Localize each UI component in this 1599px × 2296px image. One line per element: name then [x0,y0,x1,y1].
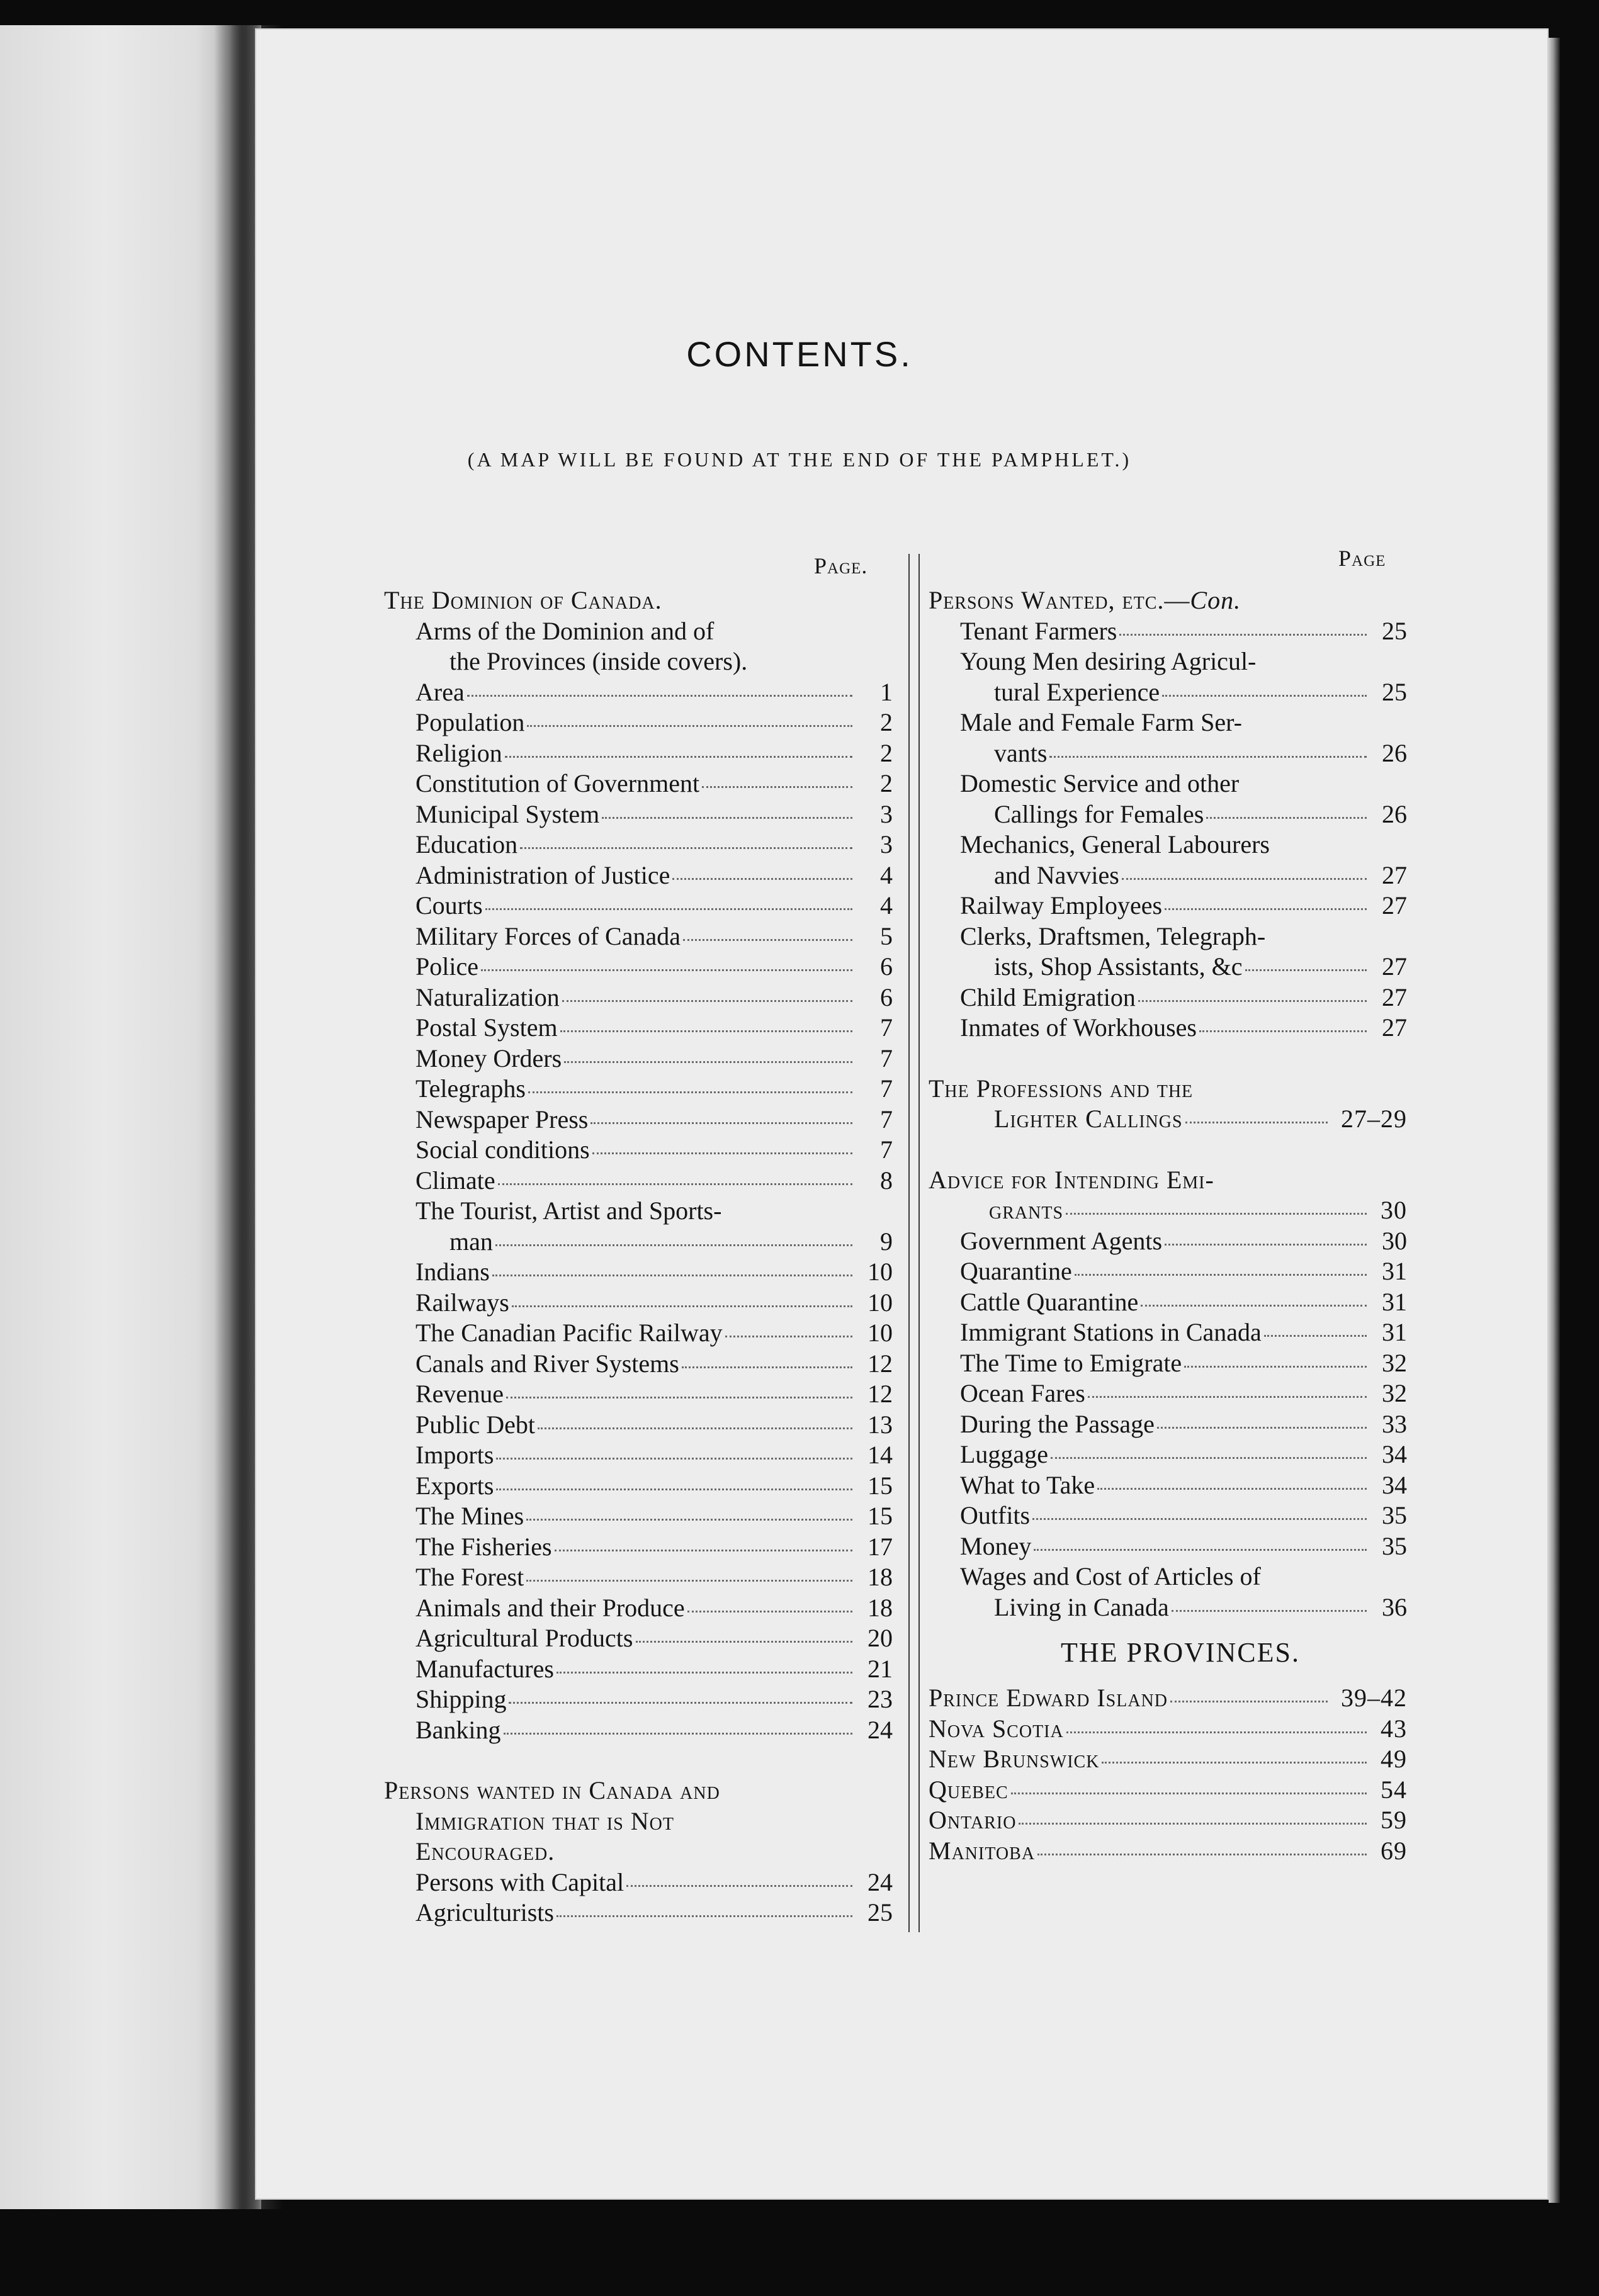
toc-entry[interactable] [384,1684,893,1715]
leader-dots [1122,878,1367,880]
toc-entry-label: man [449,1227,493,1256]
toc-entry-label: What to Take [960,1470,1095,1499]
leader-dots [481,969,852,971]
toc-entry-label: Religion [415,738,502,767]
toc-entry-page: 27 [1382,952,1407,981]
toc-entry-label: Ontario [929,1806,1017,1834]
toc-entry-page: 3 [880,830,893,858]
toc-entry-page: 30 [1382,1226,1407,1255]
toc-entry-label: Police [415,952,478,981]
page-heading-right: Page [1338,546,1386,571]
toc-entry-page: 7 [880,1013,893,1042]
leader-dots [687,1611,852,1612]
toc-entry-page: 7 [880,1105,893,1134]
toc-entry-page: 14 [867,1441,893,1469]
toc-entry[interactable] [929,1439,1407,1470]
toc-entry[interactable] [929,738,1407,769]
toc-entry-label: tural Experience [994,677,1160,706]
toc-entry-page: 33 [1382,1409,1407,1438]
section-heading: Advice for Intending Emi- [929,1165,1214,1194]
toc-entry[interactable] [929,952,1407,982]
toc-entry-page: 6 [880,952,893,981]
toc-list [384,1867,893,1928]
leader-dots [1206,817,1367,819]
toc-list [384,677,893,1196]
toc-right-column [929,585,1407,1866]
toc-list [929,1683,1407,1866]
leader-dots [683,939,852,941]
leader-dots [1088,1396,1367,1398]
page-title: CONTENTS. [686,334,913,374]
toc-entry-page: 36 [1382,1592,1407,1621]
toc-entry-label: ists, Shop Assistants, &c [994,952,1243,981]
toc-entry-line: Clerks, Draftsmen, Telegraph- [960,921,1266,950]
leader-dots [485,908,852,910]
toc-entry-line: Domestic Service and other [960,769,1240,797]
toc-left-column [384,585,893,1928]
leader-dots [682,1366,852,1368]
leader-dots [527,725,852,727]
toc-entry[interactable] [384,1410,893,1441]
leader-dots [526,1519,852,1521]
toc-entry[interactable] [384,1318,893,1349]
leader-dots [495,1244,852,1246]
toc-entry-label: Imports [415,1441,494,1469]
leader-dots [564,1061,852,1063]
leader-dots [509,1702,852,1704]
toc-entry-page: 49 [1381,1745,1407,1773]
toc-entry-page: 17 [867,1532,893,1561]
toc-entry-label: grants [989,1196,1064,1224]
toc-entry[interactable] [384,1471,893,1502]
toc-entry[interactable] [384,952,893,982]
toc-entry-page: 1 [880,677,893,706]
toc-entry[interactable] [929,1592,1407,1623]
leader-dots [1032,1518,1367,1520]
leader-dots [1162,695,1367,697]
toc-entry-label: Administration of Justice [415,860,670,889]
toc-entry[interactable] [384,1440,893,1471]
leader-dots [590,1122,852,1124]
toc-entry-line: Wages and Cost of Articles of [960,1562,1261,1590]
toc-entry[interactable] [384,1013,893,1044]
toc-entry-page: 35 [1382,1501,1407,1529]
toc-entry[interactable] [384,1105,893,1135]
leader-dots [592,1152,852,1154]
toc-entry-page: 34 [1382,1440,1407,1468]
toc-entry-label: Government Agents [960,1226,1163,1255]
toc-entry[interactable] [929,982,1407,1013]
toc-entry[interactable] [929,1287,1407,1318]
leader-dots [1051,1457,1367,1459]
toc-entry-label: Constitution of Government [415,769,700,797]
toc-entry-label: Railways [415,1288,509,1317]
toc-entry-page: 7 [880,1044,893,1072]
toc-entry-label: Persons with Capital [415,1867,624,1896]
section-heading: The Professions and the [929,1074,1194,1103]
section-heading: Immigration that is Not [415,1806,674,1835]
toc-entry-label: vants [994,738,1048,767]
toc-entry[interactable] [384,738,893,769]
toc-entry-page: 4 [880,860,893,889]
toc-entry[interactable] [929,1683,1407,1714]
toc-entry-label: Money [960,1531,1032,1560]
toc-entry-page: 13 [867,1410,893,1439]
toc-entry-page: 6 [880,982,893,1011]
toc-entry-label: The Forest [415,1563,524,1591]
leader-dots [1172,1610,1367,1612]
leader-dots [1049,756,1367,758]
toc-entry-label: Prince Edward Island [929,1684,1168,1712]
toc-entry[interactable] [929,616,1407,647]
leader-dots [1141,1305,1367,1307]
toc-entry-page: 7 [880,1135,893,1164]
leader-dots [557,1672,852,1674]
toc-entry-page: 69 [1381,1836,1407,1865]
toc-entry-page: 10 [867,1319,893,1347]
toc-entry-page: 10 [867,1288,893,1317]
toc-entry[interactable] [384,1166,893,1196]
leader-dots [1245,969,1367,971]
toc-entry-page: 26 [1382,799,1407,828]
section-heading-cont: Con. [1190,586,1241,614]
leader-dots [626,1885,852,1887]
toc-entry-label: Cattle Quarantine [960,1287,1139,1316]
toc-entry[interactable] [929,1409,1407,1440]
toc-entry[interactable] [929,1226,1407,1257]
map-note: (A MAP WILL BE FOUND AT THE END OF THE PAMPHLET.) [467,448,1132,471]
toc-entry-page: 7 [880,1074,893,1103]
toc-entry-label: Quarantine [960,1257,1072,1285]
toc-entry[interactable] [929,1013,1407,1044]
toc-entry[interactable] [384,1227,893,1258]
toc-entry-label: Luggage [960,1440,1048,1468]
toc-entry-label: Revenue [415,1380,504,1408]
leader-dots [1037,1854,1367,1855]
leader-dots [492,1275,852,1276]
toc-entry[interactable] [929,1317,1407,1348]
toc-entry-label: Outfits [960,1501,1031,1529]
toc-entry-page: 27 [1382,1013,1407,1042]
toc-list [384,1257,893,1745]
toc-entry[interactable] [929,1500,1407,1531]
toc-entry-label: Immigrant Stations in Canada [960,1318,1262,1346]
toc-entry-page: 54 [1381,1775,1407,1804]
toc-entry-label: The Fisheries [415,1532,552,1561]
toc-entry[interactable] [384,1623,893,1654]
toc-entry-label: Public Debt [415,1410,535,1439]
toc-entry[interactable] [929,1104,1407,1135]
leader-dots [1075,1274,1367,1276]
toc-entry[interactable] [929,799,1407,830]
toc-entry[interactable] [384,1532,893,1563]
toc-entry-label: Postal System [415,1013,558,1042]
toc-entry-page: 24 [867,1867,893,1896]
toc-entry[interactable] [384,1349,893,1380]
leader-dots [602,817,852,819]
toc-entry[interactable] [384,1257,893,1288]
leader-dots [1199,1030,1367,1032]
toc-entry-label: and Navvies [994,860,1119,889]
leader-dots [498,1183,852,1185]
leader-dots [526,1580,852,1582]
toc-entry-label: Callings for Females [994,799,1204,828]
toc-entry-page: 39–42 [1341,1684,1407,1712]
toc-entry-label: Municipal System [415,799,600,828]
leader-dots [506,1397,852,1398]
toc-entry[interactable] [929,1744,1407,1775]
toc-entry[interactable] [929,1775,1407,1806]
toc-entry-label: Telegraphs [415,1074,526,1103]
toc-entry-label: Shipping [415,1685,507,1713]
toc-entry-label: Courts [415,891,483,920]
toc-entry[interactable] [384,1288,893,1319]
toc-entry-page: 27 [1382,982,1407,1011]
toc-entry-label: Climate [415,1166,495,1195]
toc-entry[interactable] [929,1531,1407,1562]
toc-entry[interactable] [384,1044,893,1074]
leader-dots [1157,1427,1367,1429]
toc-entry[interactable] [384,1501,893,1532]
toc-entry-page: 34 [1382,1470,1407,1499]
toc-entry-page: 5 [880,921,893,950]
toc-entry[interactable] [384,1379,893,1410]
toc-entry-page: 30 [1381,1196,1407,1224]
toc-entry-label: Nova Scotia [929,1714,1064,1743]
leader-dots [1066,1213,1367,1215]
toc-entry-label: Railway Employees [960,891,1163,920]
leader-dots [1165,1244,1367,1246]
toc-entry-page: 18 [867,1563,893,1591]
leader-dots [538,1427,852,1429]
toc-entry-label: Agriculturists [415,1898,554,1927]
toc-entry-label: Quebec [929,1775,1009,1804]
toc-entry-page: 31 [1382,1257,1407,1285]
toc-entry-label: Animals and their Produce [415,1593,685,1622]
toc-entry-line: Arms of the Dominion and of [415,616,715,645]
toc-entry[interactable] [929,1378,1407,1409]
toc-entry-page: 59 [1381,1806,1407,1834]
toc-entry-label: Lighter Callings [994,1105,1183,1133]
toc-entry-label: Living in Canada [994,1592,1169,1621]
toc-entry-label: Money Orders [415,1044,562,1072]
leader-dots [725,1336,852,1337]
toc-entry-page: 25 [1382,677,1407,706]
toc-entry-page: 4 [880,891,893,920]
toc-entry-page: 15 [867,1471,893,1500]
toc-entry-label: Child Emigration [960,982,1136,1011]
leader-dots [557,1915,852,1917]
toc-entry[interactable] [384,921,893,952]
toc-entry-page: 12 [867,1380,893,1408]
toc-entry-label: The Mines [415,1502,524,1530]
toc-entry-line: Mechanics, General Labourers [960,830,1270,858]
toc-entry-page: 8 [880,1166,893,1195]
toc-entry-label: Indians [415,1258,490,1286]
toc-entry[interactable] [929,1836,1407,1867]
toc-entry[interactable] [384,768,893,799]
toc-entry-page: 27 [1382,891,1407,920]
toc-entry[interactable] [384,1715,893,1746]
leader-dots [1138,1000,1367,1002]
toc-entry-page: 27 [1382,860,1407,889]
leader-dots [1102,1762,1367,1764]
toc-entry-line: Male and Female Farm Ser- [960,708,1242,736]
leader-dots [1184,1366,1367,1368]
leader-dots [1185,1122,1328,1123]
toc-entry-page: 2 [880,769,893,797]
toc-entry[interactable] [384,1135,893,1166]
toc-entry-line: The Tourist, Artist and Sports- [415,1196,722,1225]
toc-entry-label: During the Passage [960,1409,1155,1438]
toc-entry-page: 20 [867,1624,893,1652]
toc-entry[interactable] [929,1256,1407,1287]
toc-entry-line: Young Men desiring Agricul- [960,647,1257,675]
toc-entry-page: 35 [1382,1531,1407,1560]
toc-entry-page: 10 [867,1258,893,1286]
toc-entry-page: 12 [867,1349,893,1378]
toc-entry-page: 25 [1382,616,1407,645]
toc-entry-page: 32 [1382,1379,1407,1407]
toc-entry[interactable] [384,891,893,921]
toc-entry-page: 25 [867,1898,893,1927]
toc-entry-label: The Time to Emigrate [960,1348,1182,1377]
toc-entry-page: 31 [1382,1287,1407,1316]
leader-dots [562,1000,852,1002]
leader-dots [702,786,852,788]
leader-dots [672,878,852,880]
toc-entry-page: 15 [867,1502,893,1530]
toc-entry-label: Social conditions [415,1135,590,1164]
toc-entry-page: 18 [867,1593,893,1622]
toc-entry[interactable] [384,1867,893,1898]
toc-entry[interactable] [384,982,893,1013]
leader-dots [1019,1823,1367,1825]
provinces-heading: THE PROVINCES. [1060,1637,1301,1668]
toc-entry-page: 2 [880,738,893,767]
toc-entry[interactable] [384,1593,893,1624]
toc-list [929,1226,1407,1562]
toc-entry[interactable] [384,799,893,830]
toc-entry-label: Banking [415,1715,501,1744]
leader-dots [1066,1731,1367,1733]
toc-entry-page: 43 [1381,1714,1407,1743]
toc-entry-label: Area [415,677,465,706]
toc-entry-label: Newspaper Press [415,1105,589,1134]
toc-entry-label: Canals and River Systems [415,1349,679,1378]
leader-dots [1170,1701,1328,1702]
toc-entry-label: Manitoba [929,1836,1036,1865]
toc-entry[interactable] [929,1348,1407,1379]
toc-entry[interactable] [384,1654,893,1685]
toc-entry-page: 26 [1382,738,1407,767]
section-heading-text: Persons Wanted, etc.— [929,586,1190,614]
toc-entry-page: 9 [880,1227,893,1256]
toc-entry-page: 32 [1382,1348,1407,1377]
toc-entry-label: Manufactures [415,1654,554,1683]
toc-entry[interactable] [384,830,893,860]
toc-entry[interactable] [384,1074,893,1105]
toc-entry-page: 3 [880,799,893,828]
toc-entry[interactable] [929,677,1407,708]
toc-entry[interactable] [384,1562,893,1593]
toc-entry[interactable] [384,707,893,738]
toc-entry-page: 31 [1382,1318,1407,1346]
toc-entry[interactable] [384,677,893,708]
toc-entry-label: The Canadian Pacific Railway [415,1319,723,1347]
page-heading-left: Page. [814,553,868,578]
section-heading: The Dominion of Canada. [384,586,662,614]
toc-entry[interactable] [384,1898,893,1928]
column-rule [908,554,920,1932]
toc-entry-label: Ocean Fares [960,1379,1085,1407]
toc-entry-label: Agricultural Products [415,1624,633,1652]
leader-dots [636,1641,853,1643]
toc-entry-line: the Provinces (inside covers). [449,647,748,675]
leader-dots [512,1305,852,1307]
toc-entry-page: 27–29 [1341,1105,1407,1133]
leader-dots [555,1550,852,1551]
toc-entry-page: 24 [867,1715,893,1744]
toc-entry[interactable] [929,1470,1407,1501]
leader-dots [1264,1335,1367,1337]
leader-dots [560,1030,852,1032]
toc-entry-page: 21 [867,1654,893,1683]
section-heading: Encouraged. [415,1837,555,1866]
toc-entry-label: New Brunswick [929,1745,1100,1773]
leader-dots [520,847,852,849]
toc-entry[interactable] [929,1714,1407,1745]
toc-entry[interactable] [929,1805,1407,1836]
section-heading [929,585,1407,616]
toc-entry[interactable] [384,860,893,891]
leader-dots [1034,1549,1367,1551]
leader-dots [505,756,852,758]
leader-dots [1097,1488,1367,1490]
leader-dots [1165,908,1367,910]
section-heading: Persons wanted in Canada and [384,1776,720,1804]
toc-entry-label: Naturalization [415,982,560,1011]
toc-entry-label: Exports [415,1471,494,1500]
leader-dots [504,1733,852,1735]
leader-dots [528,1091,852,1093]
leader-dots [496,1488,852,1490]
toc-entry-label: Education [415,830,518,858]
toc-entry-label: Military Forces of Canada [415,921,681,950]
toc-entry[interactable] [929,860,1407,891]
toc-entry[interactable] [929,891,1407,921]
toc-entry-label: Population [415,708,525,736]
leader-dots [467,695,852,697]
leader-dots [1119,634,1367,636]
toc-entry-page: 23 [867,1685,893,1713]
toc-entry-label: Inmates of Workhouses [960,1013,1197,1042]
leader-dots [496,1458,852,1460]
leader-dots [1011,1792,1367,1794]
toc-entry-page: 2 [880,708,893,736]
toc-entry-label: Tenant Farmers [960,616,1117,645]
toc-entry[interactable] [929,1195,1407,1226]
